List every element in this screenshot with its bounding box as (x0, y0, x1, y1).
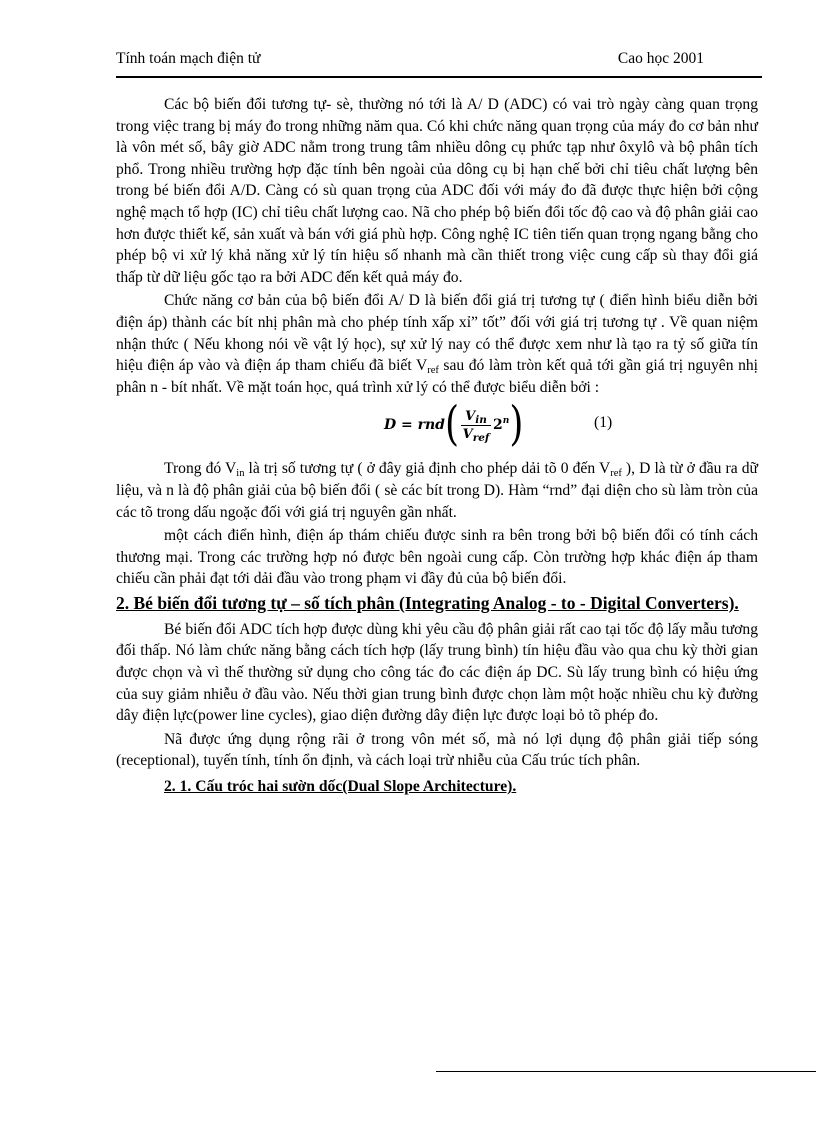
equation-expression (384, 398, 524, 452)
paragraph-intro: Các bộ biến đổi tương tự- sè, thường nó tới là A/ D (ADC) có vai trò ngày càng quan trọng trong việc trang bị máy đo trong những năm qua. Có khi chức năng quan trọng của máy đo cơ bản như là vôn mét số, bây giờ ADC nằm trong trung tâm nhiều dông cụ phức tạp như ôxylô và bộ phân tích phổ. Trong nhiều trường hợp đặc tính bên ngoài của dông cụ bị hạn chế bởi chỉ tiêu chất lượng bên trong bé biến đổi A/D. Càng có sù quan trọng của ADC đối với máy đo đã được thực hiện bởi cộng nghệ mạch tổ hợp (IC) chỉ tiêu chất lượng cao. Nã cho phép bộ biến đổi tốc độ cao và độ phân giải cao hơn được thiết kế, sản xuất và bán với giá phù hợp. Công nghệ IC tiên tiến quan trọng ngang bằng cho phép bộ vi xử lý khả năng xử lý tín hiệu số nhanh mà cần thiết trong việc cung cấp sù thay đổi giá thấp từ dữ liệu gốc tạo ra bởi ADC đến kết quả máy đo. (116, 96, 758, 286)
vin-subscript: in (236, 468, 245, 480)
vref-subscript-2: ref (610, 468, 622, 480)
header-divider (116, 76, 762, 78)
paragraph-function (116, 290, 758, 398)
equation-number: (1) (594, 414, 613, 432)
fraction-bar (461, 425, 491, 426)
footer-divider (436, 1071, 816, 1072)
paragraph-function-part-a: Chức năng cơ bản của bộ biến đổi A/ D là biến đổi giá trị tương tự ( điển hình biểu diễn bởi điện áp) thành các bít nhị phân mà cho phép tính xấp xỉ” tốt” đối với giá trị tương tự . Về quan niệm nhận thức ( Nếu khong nói về vật lý học), sự xử lý nay có thể được xem như là tạo ra tỷ số giữa tín hiệu điện áp vào và điện áp tham chiếu đã biết V (116, 292, 758, 375)
fraction-denominator: $V_{ref}$ (462, 426, 490, 444)
paragraph-integrating: Bé biến đổi ADC tích hợp được dùng khi yêu cầu độ phân giải rất cao tại tốc độ lấy mẫu tương đối thấp. Nó làm chức năng bằng cách tích hợp (lấy trung bình) tín hiệu đầu vào qua chu kỳ thời gian được chọn và vì thế thường sử dụng cho công tác đo các điện áp DC. Sù lấy trung bình có hiệu ứng của suy giảm nhiễu ở đầu vào. Nếu thời gian trung bình được chọn làm một hoặc nhiều chu kỳ đường dây điện lực(power line cycles), giao diện đường dây điện lực được loại bỏ tõ phép đo. (116, 620, 758, 725)
document-body (116, 94, 758, 798)
equation-fraction (461, 409, 491, 442)
paragraph-function-part-b: sau đó làm tròn kết quả tới gần giá trị nguyên nhị phân n - bít nhất. Về mặt toán học, quá trình xử lý có thể được biểu diễn bởi : (116, 357, 758, 396)
paragraph-where: Trong đó $V_{in}$ là trị số tương tự ( ở đây giả định cho phép dải tõ 0 đến $V_{ref}$ ), D là từ ở đầu ra dữ liệu, và n là độ phân giải của bộ biến đổi ( sè các bít trong D). Hàm “rnd” đại diện cho sù làm tròn của các tõ trong dấu ngoặc đối với giá trị nguyên gần nhất. (116, 460, 758, 521)
header-course: Cao học 2001 (617, 50, 704, 67)
fraction-numerator: $V_{in}$ (465, 408, 487, 426)
equation-1 (116, 400, 758, 452)
equation-lhs: D = rnd (384, 416, 445, 433)
right-paren: ) (509, 398, 524, 452)
section-2-1-heading: 2. 1. Cấu tróc hai sườn dốc(Dual Slope Architecture). (164, 778, 517, 796)
header-title: Tính toán mạch điện tử (116, 50, 261, 67)
page-header (116, 50, 762, 74)
equation-power: 2$^n$ (493, 415, 510, 433)
vref-subscript: ref (427, 365, 439, 377)
paragraph-application: Nã được ứng dụng rộng rãi ở trong vôn mét số, mà nó lợi dụng độ phân giải tiếp sóng (receptional), tuyến tính, tính ổn định, và cách loại trừ nhiễu của Cấu trúc tích phân. (116, 730, 758, 770)
left-paren: ( (444, 398, 460, 452)
section-2-heading: 2. Bé biến đổi tương tự – số tích phân (Integrating Analog - to - Digital Converters). (116, 592, 739, 613)
paragraph-reference: một cách điển hình, điện áp thám chiếu được sinh ra bên trong bởi bộ biến đổi có tính cách thương mại. Trong các trường hợp nó được bên ngoài cung cấp. Còn trường hợp khác điện áp tham chiếu cần phải đạt tới dải đầu vào trong phạm vi đầy đủ của bộ biến đổi. (116, 527, 758, 588)
